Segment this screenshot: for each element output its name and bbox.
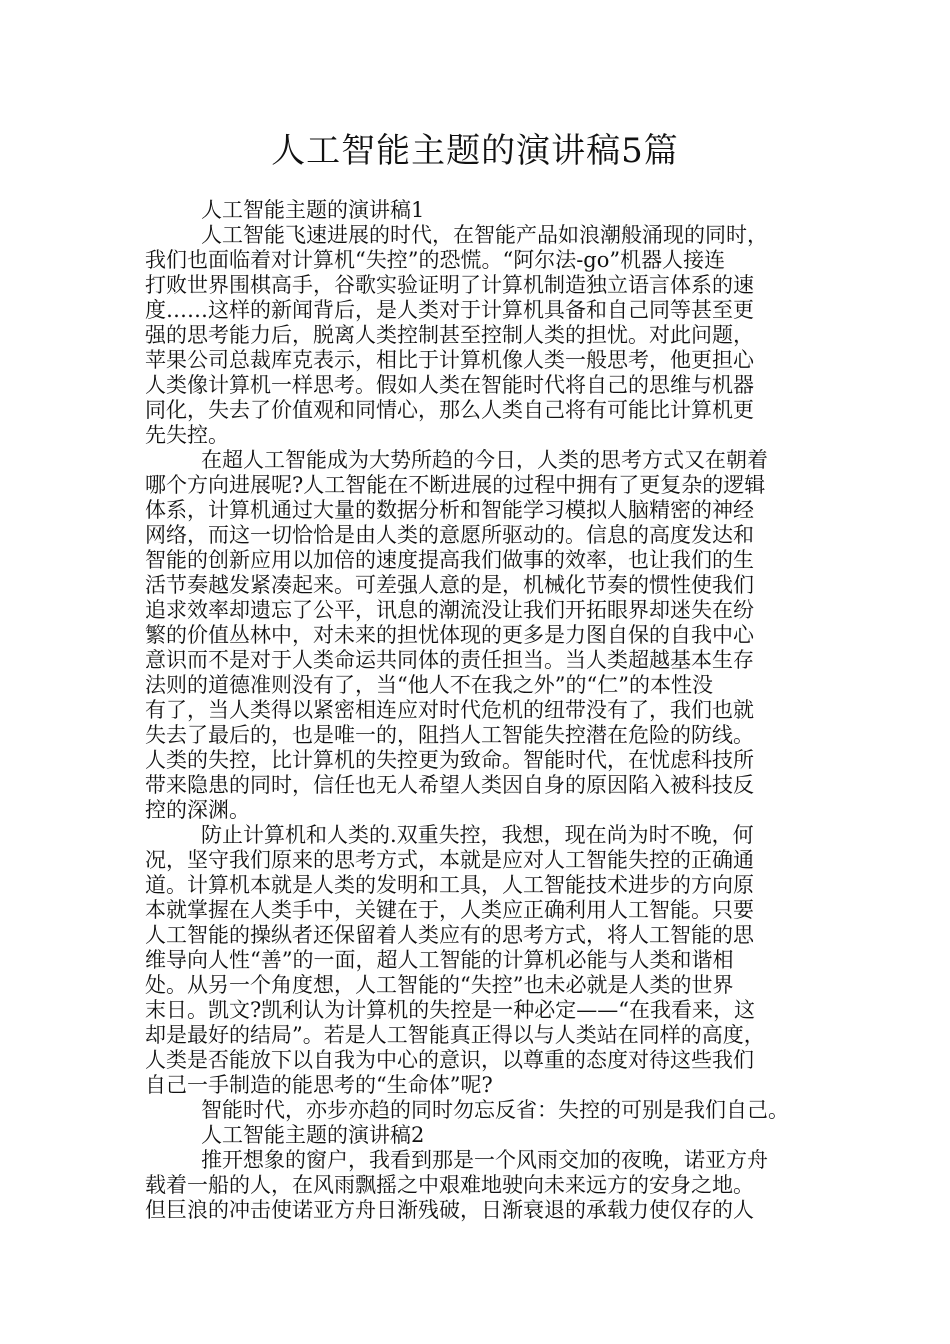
text-line: 我们也面临着对计算机“失控”的恐慌。“阿尔法-go”机器人接连	[145, 248, 726, 272]
text-line: 打败世界围棋高手，谷歌实验证明了计算机制造独立语言体系的速	[145, 273, 754, 297]
text-line: 追求效率却遗忘了公平，讯息的潮流没让我们开拓眼界却迷失在纷	[145, 598, 754, 622]
text-line: 体系，计算机通过大量的数据分析和智能学习模拟人脑精密的神经	[145, 498, 754, 522]
text-line: 人工智能飞速进展的时代，在智能产品如浪潮般涌现的同时，	[201, 223, 768, 247]
text-line: 先失控。	[145, 423, 229, 447]
text-line: 意识而不是对于人类命运共同体的责任担当。当人类超越基本生存	[145, 648, 754, 672]
text-line: 末日。凯文?凯利认为计算机的失控是一种必定——“在我看来，这	[145, 998, 755, 1022]
text-line: 况，坚守我们原来的思考方式，本就是应对人工智能失控的正确通	[145, 848, 754, 872]
document-body	[145, 198, 815, 1223]
text-line: 哪个方向进展呢?人工智能在不断进展的过程中拥有了更复杂的逻辑	[145, 473, 766, 497]
text-line: 却是最好的结局”。若是人工智能真正得以与人类站在同样的高度，	[145, 1023, 765, 1047]
text-line: 人类是否能放下以自我为中心的意识，以尊重的态度对待这些我们	[145, 1048, 754, 1072]
text-line: 带来隐患的同时，信任也无人希望人类因自身的原因陷入被科技反	[145, 773, 754, 797]
text-line: 法则的道德准则没有了，当“他人不在我之外”的“仁”的本性没	[145, 673, 713, 697]
text-line: 防止计算机和人类的.双重失控，我想，现在尚为时不晚，何	[201, 823, 754, 847]
text-line: 载着一船的人，在风雨飘摇之中艰难地驶向未来远方的安身之地。	[145, 1173, 754, 1197]
text-line: 失去了最后的，也是唯一的，阻挡人工智能失控潜在危险的防线。	[145, 723, 754, 747]
text-line: 网络，而这一切恰恰是由人类的意愿所驱动的。信息的高度发达和	[145, 523, 754, 547]
text-line: 维导向人性“善”的一面，超人工智能的计算机必能与人类和谐相	[145, 948, 734, 972]
text-line: 人类像计算机一样思考。假如人类在智能时代将自己的思维与机器	[145, 373, 754, 397]
text-line: 智能时代，亦步亦趋的同时勿忘反省：失控的可别是我们自己。	[201, 1098, 789, 1122]
text-line: 自己一手制造的能思考的“生命体”呢?	[145, 1073, 493, 1097]
text-line: 推开想象的窗户，我看到那是一个风雨交加的夜晚，诺亚方舟	[201, 1148, 768, 1172]
text-line: 苹果公司总裁库克表示，相比于计算机像人类一般思考，他更担心	[145, 348, 754, 372]
text-line: 控的深渊。	[145, 798, 250, 822]
document-title: 人工智能主题的演讲稿5篇	[271, 131, 679, 171]
text-line: 本就掌握在人类手中，关键在于，人类应正确利用人工智能。只要	[145, 898, 754, 922]
text-line: 人工智能的操纵者还保留着人类应有的思考方式，将人工智能的思	[145, 923, 754, 947]
text-line: 强的思考能力后，脱离人类控制甚至控制人类的担忧。对此问题，	[145, 323, 754, 347]
text-line: 人工智能主题的演讲稿1	[201, 198, 425, 222]
text-line: 智能的创新应用以加倍的速度提高我们做事的效率，也让我们的生	[145, 548, 754, 572]
text-line: 人类的失控，比计算机的失控更为致命。智能时代，在忧虑科技所	[145, 748, 754, 772]
text-line: 度……这样的新闻背后，是人类对于计算机具备和自己同等甚至更	[145, 298, 754, 322]
text-line: 人工智能主题的演讲稿2	[201, 1123, 425, 1147]
text-line: 有了，当人类得以紧密相连应对时代危机的纽带没有了，我们也就	[145, 698, 754, 722]
text-line: 活节奏越发紧凑起来。可差强人意的是，机械化节奏的惯性使我们	[145, 573, 754, 597]
text-line: 在超人工智能成为大势所趋的今日，人类的思考方式又在朝着	[201, 448, 768, 472]
text-line: 处。从另一个角度想，人工智能的“失控”也未必就是人类的世界	[145, 973, 734, 997]
text-line: 但巨浪的冲击使诺亚方舟日渐残破，日渐衰退的承载力使仅存的人	[145, 1198, 754, 1222]
text-line: 繁的价值丛林中，对未来的担忧体现的更多是力图自保的自我中心	[145, 623, 754, 647]
text-line: 同化，失去了价值观和同情心，那么人类自己将有可能比计算机更	[145, 398, 754, 422]
text-line: 道。计算机本就是人类的发明和工具，人工智能技术进步的方向原	[145, 873, 754, 897]
